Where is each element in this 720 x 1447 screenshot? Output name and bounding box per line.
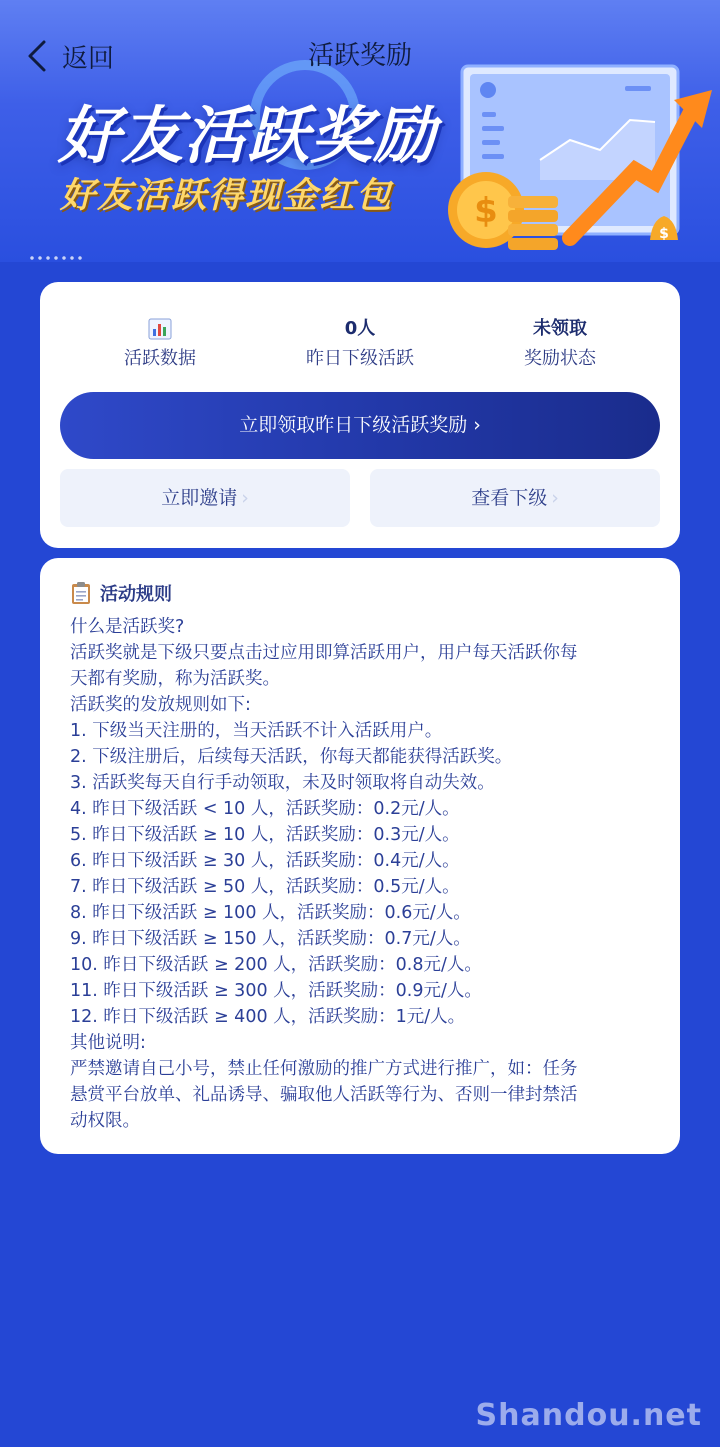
- rules-heading-text: 活动规则: [100, 584, 172, 605]
- rules-line: 8. 昨日下级活跃 ≥ 100 人，活跃奖励：0.6元/人。: [70, 903, 471, 923]
- rules-heading: [70, 578, 650, 608]
- rules-line: 活跃奖就是下级只要点击过应用即算活跃用户，用户每天活跃你每: [70, 643, 578, 663]
- claim-reward-label: 立即领取昨日下级活跃奖励: [239, 414, 468, 436]
- stats-card: [40, 282, 680, 548]
- rules-line: 9. 昨日下级活跃 ≥ 150 人，活跃奖励：0.7元/人。: [70, 929, 471, 949]
- stat-reward-status: [460, 316, 660, 370]
- bar-chart-icon: [148, 318, 172, 340]
- invite-button[interactable]: [60, 469, 350, 527]
- rules-line: 2. 下级注册后，后续每天活跃，你每天都能获得活跃奖。: [70, 747, 513, 767]
- hero-banner: [0, 0, 720, 262]
- rules-line: 6. 昨日下级活跃 ≥ 30 人，活跃奖励：0.4元/人。: [70, 851, 460, 871]
- hero-title: 好友活跃奖励: [58, 99, 437, 172]
- rules-line: 5. 昨日下级活跃 ≥ 10 人，活跃奖励：0.3元/人。: [70, 825, 460, 845]
- rules-line: 7. 昨日下级活跃 ≥ 50 人，活跃奖励：0.5元/人。: [70, 877, 460, 897]
- stat-reward-status-label: 奖励状态: [524, 348, 596, 369]
- page-title: 活跃奖励: [307, 41, 412, 71]
- banner-dots-decoration: [28, 255, 84, 261]
- rules-body: [70, 614, 650, 1134]
- back-label: 返回: [62, 43, 115, 74]
- hero-subtitle: 好友活跃得现金红包: [60, 176, 394, 216]
- stat-active-data[interactable]: [60, 316, 260, 370]
- rules-line: 悬赏平台放单、礼品诱导、骗取他人活跃等行为、否则一律封禁活: [70, 1085, 578, 1105]
- rules-line: 10. 昨日下级活跃 ≥ 200 人，活跃奖励：0.8元/人。: [70, 955, 482, 975]
- rules-line: 什么是活跃奖?: [70, 617, 185, 637]
- chevron-right-icon: ›: [241, 487, 249, 509]
- stat-yesterday-active-value: 0人: [344, 318, 376, 339]
- stat-yesterday-active: [260, 316, 460, 370]
- rules-line: 1. 下级当天注册的，当天活跃不计入活跃用户。: [70, 721, 443, 741]
- rules-card: [40, 558, 680, 1154]
- rules-line: 11. 昨日下级活跃 ≥ 300 人，活跃奖励：0.9元/人。: [70, 981, 482, 1001]
- chevron-right-icon: ›: [551, 487, 559, 509]
- view-subordinates-label: 查看下级: [471, 487, 548, 509]
- rules-line: 天都有奖励，称为活跃奖。: [70, 669, 280, 689]
- svg-text:$: $: [474, 191, 498, 231]
- stat-active-data-label: 活跃数据: [124, 348, 196, 369]
- rules-line: 12. 昨日下级活跃 ≥ 400 人，活跃奖励：1元/人。: [70, 1007, 466, 1027]
- rules-line: 3. 活跃奖每天自行手动领取，未及时领取将自动失效。: [70, 773, 495, 793]
- rules-line: 动权限。: [70, 1111, 140, 1131]
- stat-yesterday-active-label: 昨日下级活跃: [306, 348, 414, 369]
- invite-label: 立即邀请: [161, 487, 238, 509]
- clipboard-icon: [70, 581, 92, 605]
- claim-reward-button[interactable]: [60, 392, 660, 459]
- rules-line: 活跃奖的发放规则如下:: [70, 695, 251, 715]
- rules-line: 严禁邀请自己小号，禁止任何激励的推广方式进行推广，如：任务: [70, 1059, 578, 1079]
- dashboard-illustration: [430, 60, 720, 260]
- view-subordinates-button[interactable]: [370, 469, 660, 527]
- svg-text:$: $: [659, 226, 669, 242]
- watermark: Shandou.net: [475, 1398, 702, 1433]
- rules-line: 其他说明:: [70, 1033, 146, 1053]
- chevron-right-icon: ›: [473, 414, 481, 436]
- stat-reward-status-value: 未领取: [533, 318, 587, 339]
- rules-line: 4. 昨日下级活跃 < 10 人，活跃奖励：0.2元/人。: [70, 799, 460, 819]
